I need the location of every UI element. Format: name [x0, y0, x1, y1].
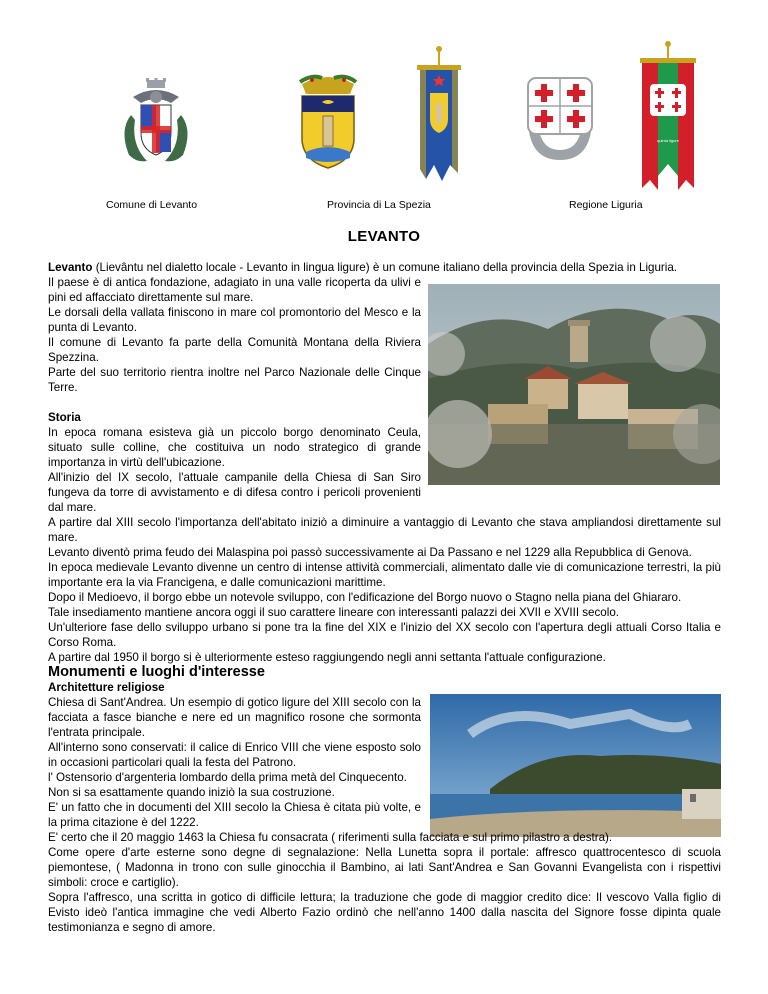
storia-paragraph: A partire dal 1950 il borgo si è ulteriormente esteso raggiungendo negli anni settanta l'attuale configurazione.	[48, 651, 606, 664]
monumenti-heading: Monumenti e luoghi d'interesse	[48, 664, 265, 680]
header-logos	[0, 0, 768, 215]
regione-liguria-emblem-icon	[520, 70, 600, 165]
monumenti-paragraph: Non si sa esattamente quando iniziò la sua costruzione.	[48, 786, 335, 799]
monumenti-paragraph: E' certo che il 20 maggio 1463 la Chiesa fu consacrata ( riferimenti sulla facciata e sul primo pilastro a destra).	[48, 831, 613, 844]
storia-paragraph: In epoca medievale Levanto divenne un centro di intense attività commerciali, alimentato dalle vie di comunicazione terrestri, la più importante era la via Francigena, e dalle comunicazioni marittime.	[48, 561, 721, 589]
storia-paragraph: A partire dal XIII secolo l'importanza dell'abitato iniziò a diminuire a vantaggio di Levanto che stava ampliandosi direttamente sul mare.	[48, 516, 721, 544]
regione-gonfalone-icon	[636, 40, 700, 198]
intro-first-text: (Lievântu nel dialetto locale - Levanto in lingua ligure) è un comune italiano della provincia della Spezia in Liguria.	[95, 261, 678, 274]
provincia-gonfalone-icon	[414, 45, 464, 195]
monumenti-paragraph: l' Ostensorio d'argenteria lombardo della prima metà del Cinquecento.	[48, 771, 407, 784]
storia-heading: Storia	[48, 411, 81, 424]
architetture-subheading: Architetture religiose	[48, 681, 165, 694]
storia-paragraph: All'inizio del IX secolo, l'attuale campanile della Chiesa di San Siro fungeva da torre di avvistamento e di difesa contro i pericoli provenienti dal mare.	[48, 471, 421, 514]
gonfalone-motto-text: quinta ligure	[657, 138, 679, 143]
intro-paragraph: Il comune di Levanto fa parte della Comunità Montana della Riviera Spezzina.	[48, 336, 421, 364]
document-body	[48, 260, 721, 935]
provincia-caption: Provincia di La Spezia	[327, 199, 431, 211]
comune-caption: Comune di Levanto	[106, 199, 198, 211]
monumenti-paragraph: Come opere d'arte esterne sono degne di segnalazione: Nella Lunetta sopra il portale: affresco quattrocentesco di scuola piemontese, ( Madonna in trono con sulle ginocchia il Bambino, ai lati Sant'Andrea e San Govanni Evangelista con i rispettivi simboli: croce e cartiglio).	[48, 846, 721, 889]
page-title: LEVANTO	[347, 228, 421, 245]
intro-paragraph: Le dorsali della vallata finiscono in mare col promontorio del Mesco e la punta di Levanto.	[48, 306, 421, 334]
intro-first-paragraph	[48, 260, 721, 275]
monumenti-paragraph: E' un fatto che in documenti del XIII secolo la Chiesa è citata più volte, e la prima citazione è del 1222.	[48, 801, 421, 829]
monumenti-paragraph: Chiesa di Sant'Andrea. Un esempio di gotico ligure del XIII secolo con la facciata a fasce bianche e nere ed un magnifico rosone che sormonta l'entrata principale.	[48, 696, 421, 739]
provincia-spezia-crest-icon	[292, 68, 364, 172]
storia-paragraph: Tale insediamento mantiene ancora oggi il suo carattere lineare con interessanti palazzi dei XVII e XVIII secolo.	[48, 606, 619, 619]
monumenti-paragraph: Sopra l'affresco, una scritta in gotico di difficile lettura; la traduzione che gode di maggior credito dice: Il vescovo Valla figlio di Evisto ideò l'antica immagine che vedi Alberto Fazio ordinò che nell'anno 1400 dalla nascita del Signore fosse dipinta quale testimonianza e segno di amore.	[48, 891, 721, 934]
storia-paragraph: In epoca romana esisteva già un piccolo borgo denominato Ceula, situato sulle colline, che costituiva un nodo strategico di grande importanza in virtù dell'ubicazione.	[48, 426, 421, 469]
monumenti-paragraph: All'interno sono conservati: il calice di Enrico VIII che viene esposto solo in occasioni particolari quali la festa del Patrono.	[48, 741, 421, 769]
storia-paragraph: Levanto diventò prima feudo dei Malaspina poi passò successivamente ai Da Passano e nel 1229 alla Repubblica di Genova.	[48, 546, 692, 559]
regione-caption: Regione Liguria	[569, 199, 643, 211]
comune-levanto-crest-icon	[117, 75, 195, 167]
intro-paragraph: Il paese è di antica fondazione, adagiato in una valle ricoperta da ulivi e pini ed affacciato direttamente sul mare.	[48, 276, 421, 304]
storia-paragraph: Dopo il Medioevo, il borgo ebbe un notevole sviluppo, con l'edificazione del Borgo nuovo o Stagno nella piana del Ghiararo.	[48, 591, 682, 604]
storia-paragraph: Un'ulteriore fase dello sviluppo urbano si pone tra la fine del XIX e l'inizio del XX secolo con l'apertura degli attuali Corso Italia e Corso Roma.	[48, 621, 721, 649]
intro-lead-word: Levanto	[48, 261, 93, 274]
intro-paragraph: Parte del suo territorio rientra inoltre nel Parco Nazionale delle Cinque Terre.	[48, 366, 421, 394]
